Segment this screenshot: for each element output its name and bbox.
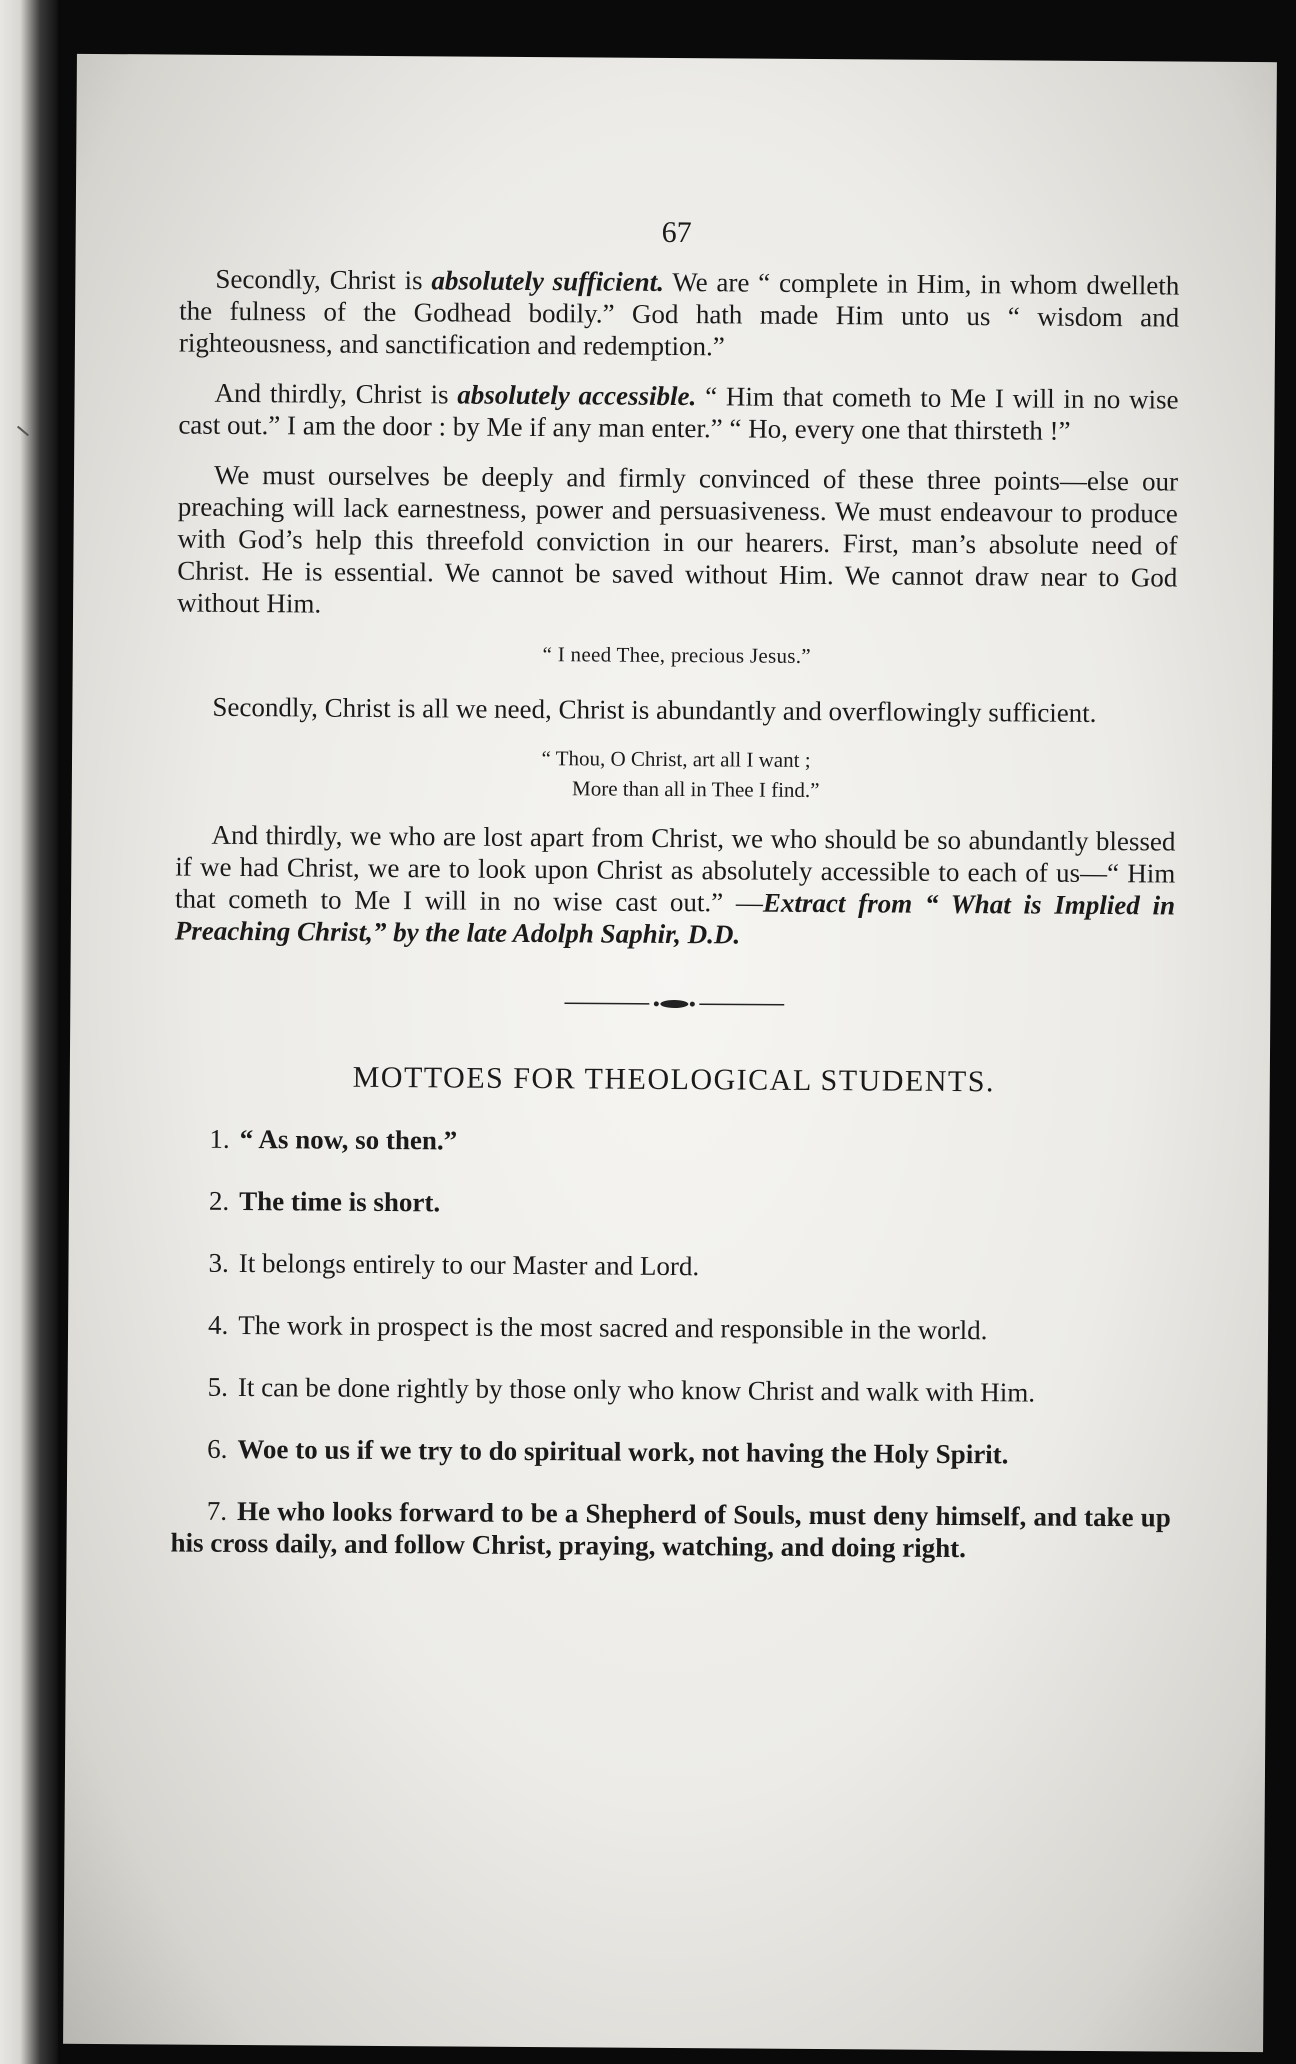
motto-text: “ As now, so then.” [239,1123,458,1156]
paragraph-absolutely-sufficient [179,263,1180,366]
paragraph-all-we-need: Secondly, Christ is all we need, Christ is abundantly and overflowingly sufficient. [212,691,1097,728]
book-page [63,54,1277,2052]
motto-item [172,1371,1172,1410]
motto-number: 6. [207,1433,228,1464]
motto-text: The work in prospect is the most sacred and responsible in the world. [238,1309,988,1346]
book-binding-edge [0,0,58,2064]
motto-item [171,1433,1171,1472]
paragraph-text: We are “ complete in Him, in whom dwelleth the fulness of the Godhead bodily.” God hath made Him unto us “ wisdom and righteousness, and sanctification and redemption.” [178,266,1180,362]
hymn-line: “ Thou, O Christ, art all I want ; [541,746,811,772]
motto-number: 7. [206,1495,228,1526]
section-divider-ornament [174,993,1174,1016]
motto-number: 2. [208,1185,230,1216]
hymn-quote: “ I need Thee, precious Jesus.” [542,642,812,668]
motto-number: 4. [207,1309,229,1340]
motto-number: 1. [209,1123,230,1154]
motto-text: It can be done rightly by those only who know Christ and walk with Him. [237,1371,1036,1408]
motto-item [170,1495,1170,1566]
paragraph-text: Secondly, Christ is [215,263,432,296]
motto-number: 3. [208,1247,229,1278]
motto-item [173,1185,1173,1224]
citation-text: Extract from “ What is Implied in Preaching Christ,” by the late Adolph Saphir, D.D. [174,887,1176,950]
paragraph-text: “ Him that cometh to Me I will in no wise cast out.” I am the door : by Me if any man enter.” “ Ho, every one that thirsteth !” [178,381,1179,446]
paragraph-extract [175,819,1176,954]
page-number: 67 [661,215,692,250]
paragraph-three-points: We must ourselves be deeply and firmly convinced of these three points—else our preaching will lack earnestness, power and persuasiveness. We must endeavour to produce with God’s help this threefold conviction in our hearers. First, man’s absolute need of Christ. He is essential. We cannot be saved without Him. We cannot draw near to God without Him. [177,459,1179,619]
paragraph-text: And thirdly, we who are lost apart from Christ, we who should be so abundantly blessed if we had Christ, we are to look upon Christ as absolutely accessible to each of us—“ Him that cometh to Me I will in no wise cast out.” — [174,819,1176,918]
emphasis-text: absolutely accessible. [457,379,697,412]
section-title: MOTTOES FOR THEOLOGICAL STUDENTS. [352,1060,996,1099]
motto-text: Woe to us if we try to do spiritual work, not having the Holy Spirit. [237,1433,1009,1470]
motto-item [172,1309,1172,1348]
paragraph-text: And thirdly, Christ is [214,377,458,410]
emphasis-text: absolutely sufficient. [431,265,665,297]
divider-ornament-icon [564,995,784,1013]
motto-text: He who looks forward to be a Shepherd of Souls, must deny himself, and take up his cross daily, and follow Christ, praying, watching, and doing right. [170,1495,1171,1564]
motto-number: 5. [207,1371,229,1402]
motto-item [173,1123,1173,1162]
motto-text: It belongs entirely to our Master and Lord. [238,1247,700,1282]
motto-text: The time is short. [239,1185,441,1218]
paragraph-absolutely-accessible [178,377,1178,448]
hymn-line: More than all in Thee I find.” [572,776,820,803]
body-text [170,263,1179,1596]
motto-item [172,1247,1172,1286]
hymn-quote-block [176,741,1176,808]
